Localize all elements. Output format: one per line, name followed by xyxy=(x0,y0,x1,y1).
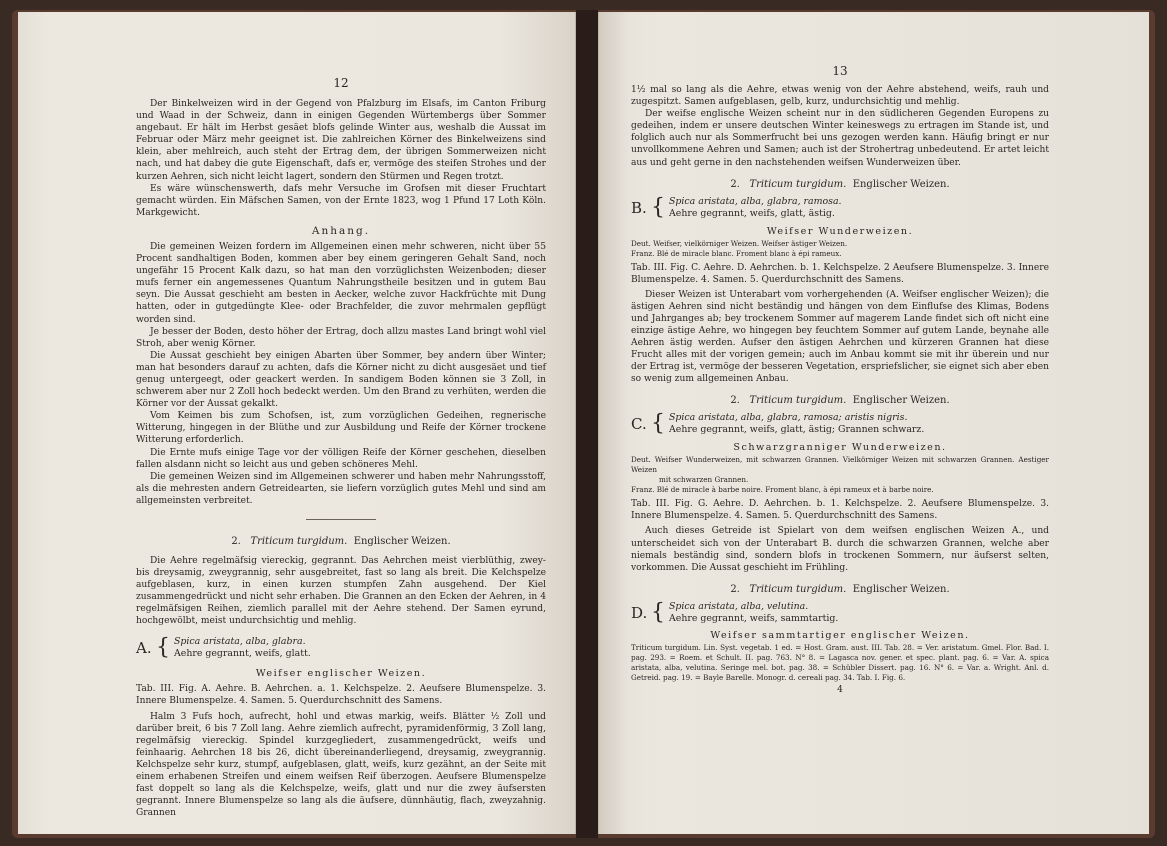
anhang-heading: Anhang. xyxy=(311,224,371,237)
brace-glyph: { xyxy=(651,194,665,220)
left-page xyxy=(18,12,576,834)
synonyms-c: Deut. Weifser Wunderweizen, mit schwarzen Grannen. Vielkörniger Weizen mit schwarzen Grannen. Aestiger Weizen mit schwarzen Grannen. Franz. Blé de miracle à barbe noire. Froment blanc, à épi rameux et à barbe noire. xyxy=(631,455,1049,495)
section-title-d: 2. Triticum turgidum. Englischer Weizen. xyxy=(730,583,950,595)
variety-heading-b: Weifser Wunderweizen. xyxy=(766,225,914,237)
tab-reference-b: Tab. III. Fig. C. Aehre. D. Aehrchen. b. 1. Kelchspelze. 2 Aeufsere Blumenspelze. 3. Innere Blumenspelze. 4. Samen. 5. Querdurchschnitt des Samens. xyxy=(631,262,1049,285)
brace-glyph: { xyxy=(651,599,665,625)
text-b: Dieser Weizen ist Unterabart vom vorhergehenden (A. Weifser englischer Weizen); die ästigen Aehren sind nicht beständig und hängen von dem Einflufse des Klimas, Bodens und Jahrganges ab; bey trockenem Sommer auf magerem Lande findet sich oft nicht eine einzige ästige Aehre, wo hingegen bey feuchtem Sommer auf gutem Lande, beynahe alle Aehren ästig werden. Aufser den ästigen Aehrchen und kürzeren Grannen hat diese Frucht alles mit der vorigen gemein; auch im Anbau kommt sie mit ihr überein und nur der Ertrag ist, vermöge der besseren Vegetation, erspriefslicher, sie eignet sich aber eben so wenig zum allgemeinen Anbau. xyxy=(631,289,1049,385)
section-divider xyxy=(306,519,376,520)
page-number-left: 12 xyxy=(333,76,349,90)
book-gutter xyxy=(576,10,598,838)
section-text: Die Aehre regelmäfsig viereckig, gegrannt. Das Aehrchen meist vierblüthig, zwey- bis dreysamig, zweygrannig, sehr ausgebreitet, fast so lang als breit. Die Kelchspelze aufgeblasen, kurz, in einen kurzen stumpfen Zahn ausgehend. Der Kiel zusammengedrückt und nicht sehr erhaben. Die Grannen an den Ecken der Aehren, in 4 regelmäfsigen Reihen, ziemlich parallel mit der Aehre stehend. Der Samen eyrund, hochgewölbt, meist undurchsichtig und mehlig. xyxy=(136,556,546,627)
text-c: Auch dieses Getreide ist Spielart von dem weifsen englischen Weizen A., und unterscheidet sich von der Unterabart B. durch die schwarzen Grannen, welche aber niemals beständig sind, sondern blofs in trockenen Sommern, nur äufserst selten, vorkommen. Die Aussat geschieht im Frühling. xyxy=(631,526,1049,573)
signature-mark: 4 xyxy=(837,684,843,695)
species-latin: Spica aristata, alba, glabra. xyxy=(174,635,306,647)
section-title-c: 2. Triticum turgidum. Englischer Weizen. xyxy=(730,395,950,407)
book-spread xyxy=(12,10,1155,838)
section-title: 2. Triticum turgidum. Englischer Weizen. xyxy=(231,536,451,547)
right-page xyxy=(598,12,1149,834)
variety-heading: Weifser englischer Weizen. xyxy=(255,667,427,679)
species-german: Aehre gegrannt, weifs, glatt. xyxy=(174,647,311,659)
species-block-d: D. { Spica aristata, alba, velutina. Aehre gegrannt, weifs, sammtartig. xyxy=(631,599,839,625)
section-title-b: 2. Triticum turgidum. Englischer Weizen. xyxy=(730,178,950,190)
description-text: Halm 3 Fufs hoch, aufrecht, hohl und etwas markig, weifs. Blätter ½ Zoll und darüber breit, 6 bis 7 Zoll lang. Aehre ziemlich aufrecht, pyramidenförmig, 3 Zoll lang, regelmäfsig viereckig. Spindel kurzgegliedert, zusammengedrückt, weifs und feinhaarig. Aehrchen 18 bis 26, dicht übereinanderliegend, dreysamig, zweygrannig. Kelchspelze sehr kurz, stumpf, aufgeblasen, glatt, weifs, kurz gezähnt, an der Seite mit einem erhabenen Streifen und einem weifsen Reif überzogen. Aeufsere Blumenspelze fast doppelt so lang als die Kelchspelze, weifs, glatt und nur die zwey äufsersten gegrannt. Innere Blumenspelze so lang als die äufsere, dünnhäutig, flach, zweyzahnig. Grannen xyxy=(136,711,546,819)
tab-reference: Tab. III. Fig. A. Aehre. B. Aehrchen. a. 1. Kelchspelze. 2. Aeufsere Blumenspelze. 3. Innere Blumenspelze. 4. Samen. 5. Querdurchschnitt des Samens. xyxy=(136,683,546,706)
intro-text: Der Binkelweizen wird in der Gegend von Pfalzburg im Elsafs, im Canton Friburg und Waad in der Schweiz, dann in einigen Gegenden Würtembergs über Sommer angebaut. Er hält im Herbst gesäet blofs gelinde Winter aus, weshalb die Aussat im Februar oder März mehr geeignet ist. Die zahlreichen Körner des Binkelweizens sind klein, aber mehlreich, auch steht der Ertrag dem, der übrigen Sommerweizen nicht nach, und hat dabey die gute Eigenschaft, dafs er, vermöge des steifen Strohes und der kurzen Aehren, sich nicht leicht lagert, sondern den Stürmen und Regen trotzt. Es wäre wünschenswerth, dafs mehr Versuche im Grofsen mit dieser Fruchtart gemacht würden. Ein Mäfschen Samen, von der Ernte 1823, wog 1 Pfund 17 Loth Köln. Markgewicht. xyxy=(136,99,546,218)
page-number-right: 13 xyxy=(832,64,848,78)
tab-reference-c: Tab. III. Fig. G. Aehre. D. Aehrchen. b. 1. Kelchspelze. 2. Aeufsere Blumenspelze. 3. Innere Blumenspelze. 4. Samen. 5. Querdurchschnitt des Samens. xyxy=(631,499,1049,522)
brace-glyph: { xyxy=(651,411,665,437)
species-block-c: C. { Spica aristata, alba, glabra, ramosa; aristis nigris. Aehre gegrannt, weifs, glatt, ästig; Grannen schwarz. xyxy=(631,411,925,437)
synonyms-b: Deut. Weifser, vielkörniger Weizen. Weifser ästiger Weizen. Franz. Blé de miracle blanc. Froment blanc à épi rameux. xyxy=(631,238,848,258)
species-block-b: B. { Spica aristata, alba, glabra, ramosa. Aehre gegrannt, weifs, glatt, ästig. xyxy=(631,194,842,220)
variety-heading-d: Weifser sammtartiger englischer Weizen. xyxy=(710,629,970,641)
intro-right: 1½ mal so lang als die Aehre, etwas wenig von der Aehre abstehend, weifs, rauh und zugespitzt. Samen aufgeblasen, gelb, kurz, undurchsichtig und mehlig. Der weifse englische Weizen scheint nur in den südlicheren Gegenden Europens zu gedeihen, indem er unsere deutschen Winter keineswegs zu ertragen im Stande ist, und folglich auch nur als Sommerfrucht bei uns gezogen werden kann. Häufig bringt er nur unvollkommene Aehren und Samen; auch ist der Strohertrag unbedeutend. Er artet leicht aus und geht gerne in den nachstehenden weifsen Wunderweizen über. xyxy=(631,85,1049,168)
variety-heading-c: Schwarzgranniger Wunderweizen. xyxy=(733,442,947,454)
anhang-text: Die gemeinen Weizen fordern im Allgemeinen einen mehr schweren, nicht über 55 Procent sandhaltigen Boden, kommen aber bey einem geringeren Gehalt Sand, noch ungefähr 15 Procent Kalk dazu, so hat man den vorzüglichsten Weizenboden; dieser mufs ferner ein angemessenes Quantum Nahrungstheile besitzen und in gutem Bau seyn. Die Aussat geschieht am besten in Aecker, welche zuvor Hackfrüchte mit Dung hatten, oder in gutgedüngte Klee- oder Brachfelder, die zuvor mehrmalen gepflügt worden sind. Je besser der Boden, desto höher der Ertrag, doch allzu mastes Land bringt wohl viel Stroh, aber wenig Körner. Die Aussat geschieht bey einigen Abarten über Sommer, bey andern über Winter; man hat besonders darauf zu achten, dafs die Körner nicht zu dicht ausgesäet und tief genug untergeegt, oder geackert werden. In sandigem Boden können sie 3 Zoll, in schwerem aber nur 2 Zoll hoch bedeckt werden. Um den Brand zu verhüten, werden die Körner vor der Aussat gekalkt. Vom Keimen bis zum Schofsen, ist, zum vorzüglichen Gedeihen, regnerische Witterung, hingegen in der Blüthe und zur Ausbildung und Reife der Körner trockene Witterung erforderlich. Die Ernte mufs einige Tage vor der völligen Reife der Körner geschehen, dieselben fallen alsdann nicht so leicht aus und geben schöneres Mehl. Die gemeinen Weizen sind im Allgemeinen schwerer und haben mehr Nahrungsstoff, als die mehresten andern Getreidearten, sie liefern vorzüglich gutes Mehl und sind am allgemeinsten verbreitet. xyxy=(136,241,546,506)
synonyms-d: Triticum turgidum. Lin. Syst. vegetab. 1 ed. = Host. Gram. aust. III. Tab. 28. = Ver. aristatum. Gmel. Flor. Bad. I. pag. 293. = Roem. et Schult. II. pag. 763. N° 8. = Lagasca nov. gener. et spec. plant. pag. 6. = Var. A. spica aristata, alba, velutina. Seringe mel. bot. pag. 38. = Schübler Dissert. pag. 16. N° 6. = Var. a. Wright. Anl. d. Getreid. pag. 19. = Bayle Barelle. Monogr. d. cereali pag. 34. Tab. I. Fig. 6. xyxy=(631,642,1049,682)
brace-glyph: { xyxy=(156,634,170,660)
species-letter: A. xyxy=(136,638,152,657)
species-block-a xyxy=(136,636,546,660)
